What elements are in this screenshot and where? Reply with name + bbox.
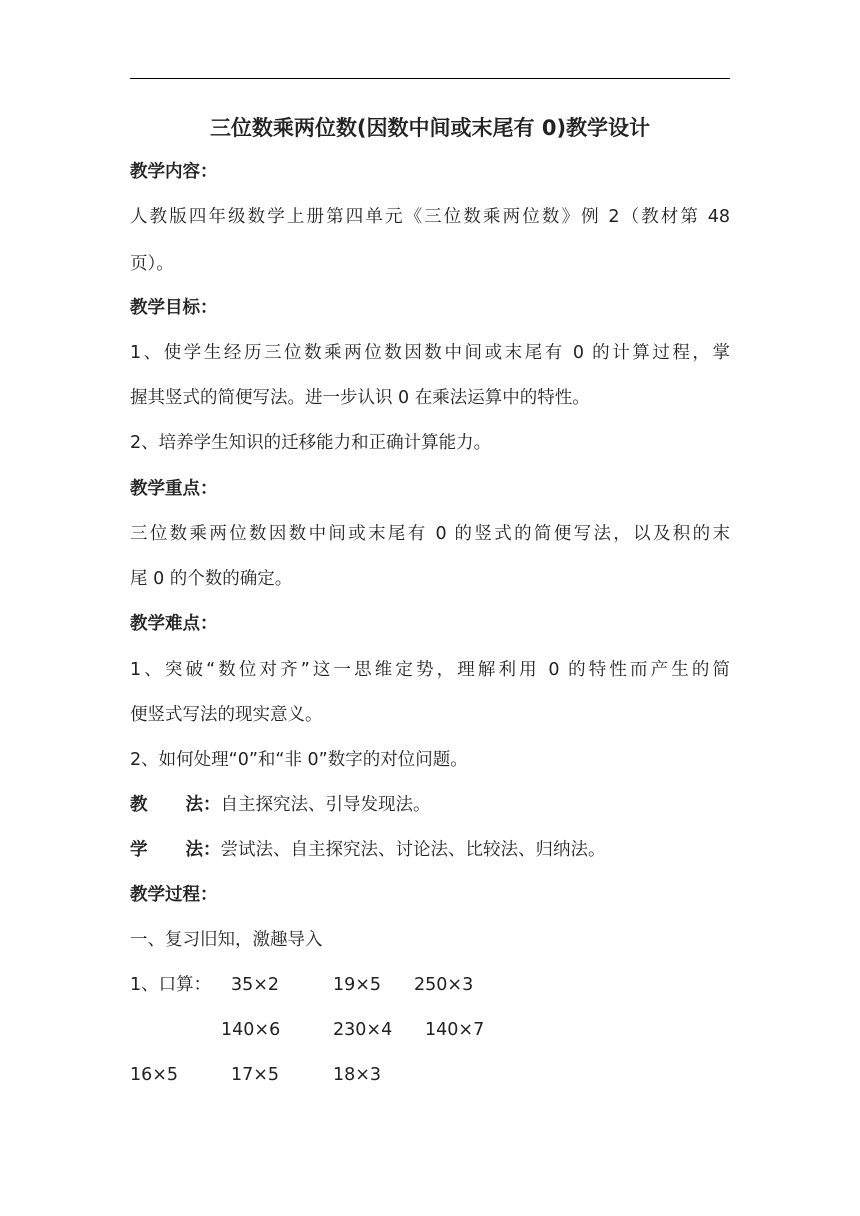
step-1-heading: 一、复习旧知，激趣导入	[130, 930, 323, 950]
content-line-2: 页）。	[130, 254, 174, 274]
key-points-heading: 教学重点：	[130, 479, 218, 499]
oral-calc-item: 16×5	[130, 1065, 179, 1085]
goal-1-line-2: 握其竖式的简便写法。进一步认识 0 在乘法运算中的特性。	[130, 388, 590, 408]
difficulty-2: 2、如何处理“0”和“非 0”数字的对位问题。	[130, 750, 468, 770]
teaching-method-label-b: 法：	[185, 795, 221, 815]
teaching-method-label-a: 教	[130, 795, 148, 815]
learning-method-label-a: 学	[130, 840, 148, 860]
difficulty-heading: 教学难点：	[130, 614, 218, 634]
document-title: 三位数乘两位数(因数中间或末尾有 0)教学设计	[209, 116, 651, 140]
learning-method-label-b: 法：	[185, 840, 221, 860]
content-line-1: 人教版四年级数学上册第四单元《三位数乘两位数》例 2（教材第 48	[130, 207, 730, 227]
header-rule	[130, 78, 730, 79]
key-points-line-2: 尾 0 的个数的确定。	[130, 569, 293, 589]
process-heading: 教学过程：	[130, 885, 218, 905]
oral-calc-item: 250×3	[414, 975, 474, 995]
oral-calc-item: 17×5	[231, 1065, 280, 1085]
oral-calc-item: 19×5	[333, 975, 382, 995]
oral-calc-item: 140×7	[425, 1020, 485, 1040]
teaching-method	[130, 793, 730, 817]
key-points-line-1: 三位数乘两位数因数中间或末尾有 0 的竖式的简便写法，以及积的末	[130, 524, 730, 544]
oral-calc-item: 230×4	[333, 1020, 393, 1040]
oral-calc-label: 1、口算：	[130, 975, 212, 995]
learning-method	[130, 838, 730, 862]
difficulty-1-line-2: 便竖式写法的现实意义。	[130, 705, 323, 725]
content-heading: 教学内容：	[130, 162, 218, 182]
goals-heading: 教学目标：	[130, 298, 218, 318]
learning-method-text: 尝试法、自主探究法、讨论法、比较法、归纳法。	[220, 840, 606, 860]
oral-calc-item: 140×6	[221, 1020, 281, 1040]
oral-calc-item: 35×2	[231, 975, 280, 995]
difficulty-1-line-1: 1、突破“数位对齐”这一思维定势，理解利用 0 的特性而产生的简	[130, 660, 730, 680]
goal-1-line-1: 1、使学生经历三位数乘两位数因数中间或末尾有 0 的计算过程，掌	[130, 343, 730, 363]
oral-calc-item: 18×3	[333, 1065, 382, 1085]
goal-2: 2、培养学生知识的迁移能力和正确计算能力。	[130, 433, 492, 453]
teaching-method-text: 自主探究法、引导发现法。	[220, 795, 431, 815]
